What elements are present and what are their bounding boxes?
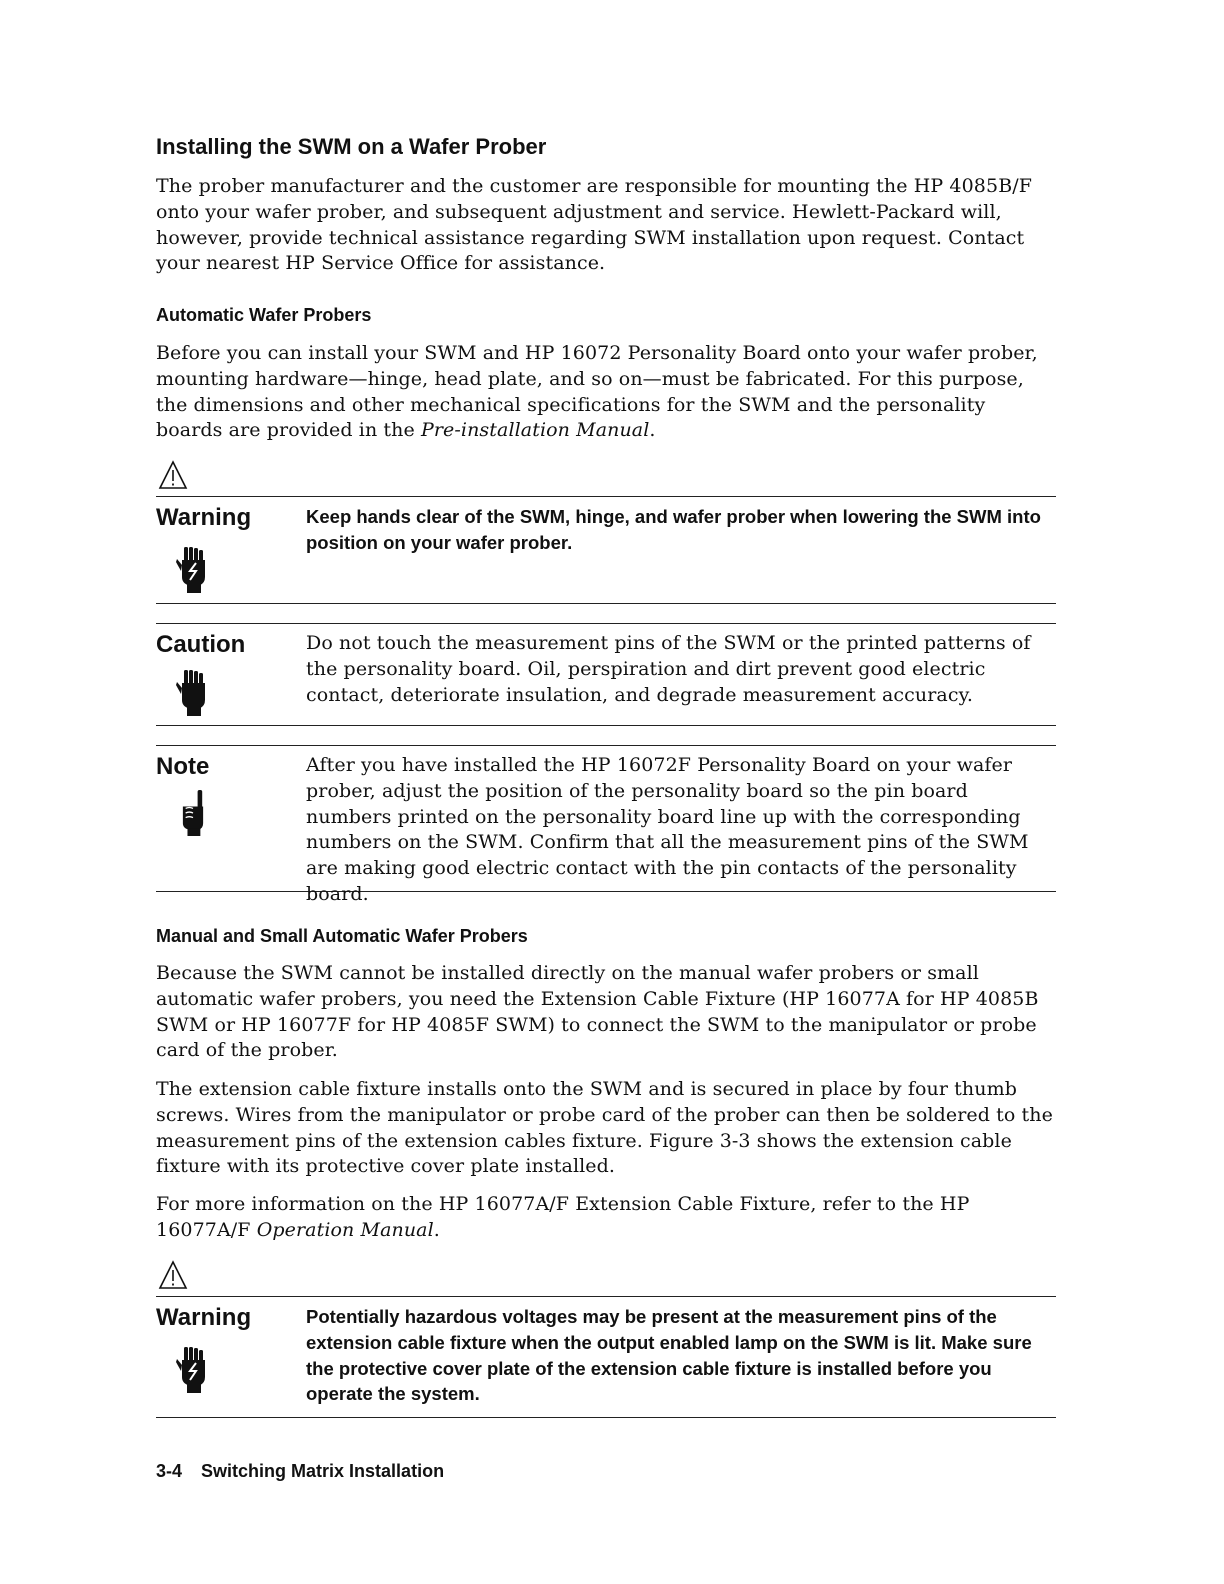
warning-label: Warning <box>156 504 252 531</box>
warning-notice <box>156 496 1056 604</box>
manual-probers-paragraph-3: For more information on the HP 16077A/F Extension Cable Fixture, refer to the HP 16077A/F Operation Manual. <box>156 1193 970 1241</box>
stop-hand-icon <box>176 670 210 716</box>
warning-triangle-icon <box>158 1260 188 1290</box>
caution-notice <box>156 623 1056 726</box>
note-text: After you have installed the HP 16072F Personality Board on your wafer prober, adjust the position of the personality board so the pin board numbers printed on the personality board line up with the corresponding numbers on the SWM. Confirm that all the measurement pins of the SWM are making good electric contact with the pin contacts of the personality board. <box>306 754 1029 905</box>
manual-probers-heading: Manual and Small Automatic Wafer Probers <box>156 926 528 946</box>
warning-notice <box>156 1296 1056 1418</box>
pre-installation-manual-title: Pre-installation Manual <box>420 419 650 442</box>
warning-triangle-icon <box>158 460 188 490</box>
caution-label: Caution <box>156 631 246 658</box>
pointing-hand-icon <box>176 790 210 836</box>
note-label: Note <box>156 753 210 780</box>
page-number: 3-4 <box>156 1461 183 1481</box>
note-notice <box>156 745 1056 905</box>
warning-hand-icon <box>176 1347 210 1393</box>
page-footer <box>156 1459 444 1483</box>
caution-text: Do not touch the measurement pins of the SWM or the printed patterns of the personality board. Oil, perspiration and dirt prevent good electric contact, deteriorate insulation, and degrade measurement accuracy. <box>306 632 1031 706</box>
warning-text: Potentially hazardous voltages may be present at the measurement pins of the extension cable fixture when the output enabled lamp on the SWM is lit. Make sure the protective cover plate of the extension cable fixture is installed before you operate the system. <box>306 1306 1032 1405</box>
warning-hand-icon <box>176 547 210 593</box>
chapter-title: Switching Matrix Installation <box>201 1461 445 1481</box>
operation-manual-title: Operation Manual <box>256 1218 434 1241</box>
automatic-probers-heading: Automatic Wafer Probers <box>156 305 372 325</box>
warning-text: Keep hands clear of the SWM, hinge, and wafer prober when lowering the SWM into position on your wafer prober. <box>306 506 1041 553</box>
manual-probers-paragraph-2: The extension cable fixture installs onto the SWM and is secured in place by four thumb screws. Wires from the manipulator or probe card of the prober can then be soldered to the measurement pins of the extension cables fixture. Figure 3-3 shows the extension cable fixture with its protective cover plate installed. <box>156 1078 1053 1178</box>
automatic-probers-paragraph: Before you can install your SWM and HP 16072 Personality Board onto your wafer prober, mounting hardware—hinge, head plate, and so on—must be fabricated. For this purpose, the dimensions and other mechanical specifications for the SWM and the personality boards are provided in the Pre-installation Manual. <box>156 342 1038 442</box>
intro-paragraph: The prober manufacturer and the customer are responsible for mounting the HP 4085B/F onto your wafer prober, and subsequent adjustment and service. Hewlett-Packard will, however, provide technical assistance regarding SWM installation upon request. Contact your nearest HP Service Office for assistance. <box>156 175 1033 275</box>
warning-label: Warning <box>156 1304 252 1331</box>
section-title: Installing the SWM on a Wafer Prober <box>156 134 547 159</box>
manual-probers-paragraph-1: Because the SWM cannot be installed directly on the manual wafer probers or small automatic wafer probers, you need the Extension Cable Fixture (HP 16077A for HP 4085B SWM or HP 16077F for HP 4085F SWM) to connect the SWM to the manipulator or probe card of the prober. <box>156 962 1039 1062</box>
